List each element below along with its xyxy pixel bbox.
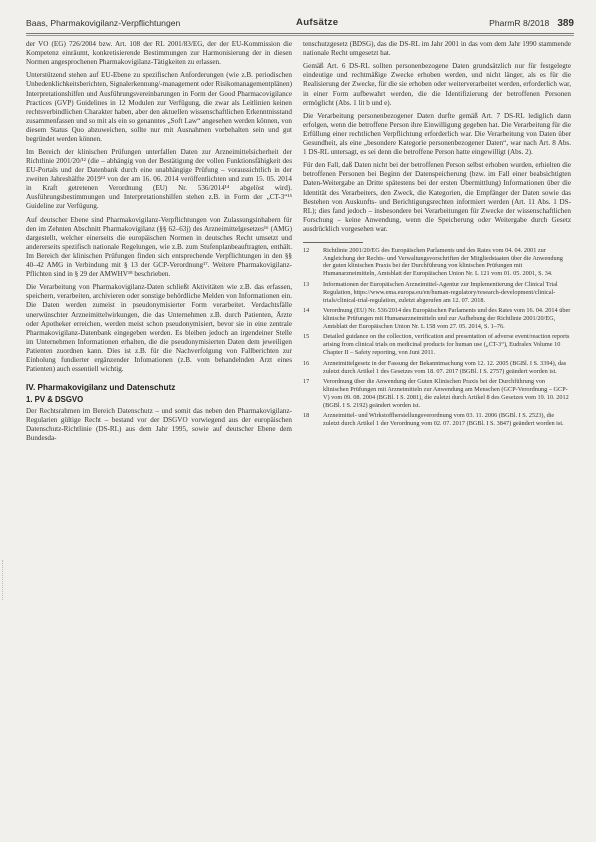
section-heading: IV. Pharmakovigilanz und Datenschutz: [26, 382, 176, 392]
footnote: [303, 378, 571, 410]
footnote-text: Arzneimittelgesetz in der Fassung der Bekanntmachung vom 12. 12. 2005 (BGBl. I S. 3394), das zuletzt durch Artikel 1 des Gesetzes vom 18. 07. 2017 (BGBl. I S. 2757) geändert worden ist.: [323, 359, 567, 375]
footnote-number: 18: [303, 412, 310, 420]
footnote: [303, 281, 571, 305]
header-author-title: Baas, Pharmakovigilanz-Verpflichtungen: [26, 18, 181, 28]
paragraph: Die Verarbeitung von Pharmakovigilanz-Daten schließt Aktivitäten wie z.B. das erfassen, speichern, verarbeiten, archivieren oder sonstige behördliche Melden von Informationen ein. Die Daten werden zumeist in pseudonymisierter Form verarbeitet. Verdachtsfälle unerwünschter Arzneimittelwirkungen, die das Unternehmen z.B. durch Patienten, Ärzte oder Apotheker erreichen, werden meist schon pseudonymisiert, bevor sie in eine zentrale Pharmakovigilanz-Datenbank eingegeben werden. Es bleiben jedoch an irgendeiner Stelle im Unternehmen Informationen erhalten, die die pseudonymisierten Daten dem jeweiligen Patienten zuordnen kann. Dies ist z.B. für die Nachverfolgung von Fallberichten zur Einholung fundierter ergänzender Infomationen (z.B. vom behandelnden Arzt eines Patienten) auch essentiell wichtig.: [26, 283, 292, 373]
footnote-number: 15: [303, 333, 310, 341]
subsection-heading: 1. PV & DSGVO: [26, 395, 84, 404]
footnote-number: 14: [303, 307, 310, 315]
paragraph: tenschutzgesetz (BDSG), das die DS-RL im Jahr 2001 in das vom dem Jahr 1990 stammende nationale Recht umgesetzt hat.: [303, 40, 571, 58]
footnote-number: 13: [303, 280, 310, 288]
right-column: [303, 40, 571, 431]
paragraph: Die Verarbeitung personenbezogener Daten durfte gemäß Art. 7 DS-RL lediglich dann erfolgen, wenn die betroffene Person ihre Einwilligung gegeben hat. Die Verarbeitung für die Erfüllung einer rechtlichen Verpflichtung erforderlich war. Die Verarbeitung von Daten über Gesundheit, als eine „besondere Kategorie personenbezogener Daten“, war nach Art. 8 Abs. 1 DS-RL untersagt, es sei denn die betroffene Person hatte eingewilligt (Abs. 2).: [303, 111, 571, 157]
footnote-text: Richtlinie 2001/20/EG des Europäischen Parlaments und des Rates vom 04. 04. 2001 zur Angleichung der Rechts- und Verwaltungsvorschriften der Mitgliedstaaten über die Anwendung der guten klinischen Praxis bei der Durchführung von klinischen Prüfungen mit Humanarzneimitteln, Amtsblatt der Europäischen Union Nr. L 121 vom 01. 05. 2001, S. 34.: [323, 246, 563, 278]
footnote: [303, 412, 571, 428]
header-rule-thin: [26, 35, 574, 36]
footnote: [303, 307, 571, 331]
paragraph: Gemäß Art. 6 DS-RL sollten personenbezogene Daten grundsätzlich nur für festgelegte eindeutige und rechtmäßige Zwecke erhoben werden, und nicht länger, als es für die Realisierung der Zwecke, für die sie erhoben oder weiterverarbeitet werden, erforderlich war, in einer Form aufbewahrt werden, die die Identifizierung der betroffenen Personen ermöglicht (Abs. 1 lit b und e).: [303, 62, 571, 107]
footnotes: [303, 247, 571, 429]
footnote-text: Informationen der Europäischen Arzneimittel-Agentur zur Implementierung der Clinical Trial Regulation, https://www.ema.europa.eu/en/human-regulatory/research-development/clinical-trials/clinical-trial-regulation, zuletzt abgerufen am 12. 07. 2018.: [323, 280, 558, 304]
footnote-separator: [303, 242, 363, 243]
footnote-text: Arzneimittel- und Wirkstoffherstellungsverordnung vom 03. 11. 2006 (BGBl. I S. 2523), die zuletzt durch Artikel 1 der Verordnung vom 02. 07. 2017 (BGBl. I S. 3847) geändert worden ist.: [323, 412, 564, 428]
journal-issue: PharmR 8/2018: [489, 18, 550, 28]
footnote-text: Detailed guidance on the collection, verification and presentation of adverse event/reaction reports arising from clinical trials on medicinal products for human use („CT-3“), Eudralex Volume 10 Chapter II – Safety reporting, von Juni 2011.: [323, 333, 570, 357]
margin-mark: [2, 560, 9, 600]
paragraph: der VO (EG) 726/2004 bzw. Art. 108 der RL 2001/83/EG, der der EU-Kommission die Kompetenz einräumt, konkretisierende Bestimmungen zur Harmonisierung der in diesen Normen angesprochenen Pharmakovigilanz-Tätigkeiten zu erlassen.: [26, 40, 292, 67]
page-number: 389: [557, 18, 574, 29]
footnote: [303, 333, 571, 357]
footnote-text: Verordnung über die Anwendung der Guten Klinischen Praxis bei der Durchführung von klinischen Prüfungen mit Arzneimitteln zur Anwendung am Menschen (GCP-Verordnung – GCP-V) vom 09. 08. 2004 (BGBl. I S. 2081), die zuletzt durch Artikel 8 des Gesetzes vom 19. 10. 2012 (BGBl. I S. 2192) geändert worden ist.: [323, 378, 569, 409]
header-journal: [489, 18, 574, 29]
footnote-text: Verordnung (EU) Nr. 536/2014 des Europäischen Parlaments und des Rates vom 16. 04. 2014 über klinische Prüfungen mit Humanarzneimitteln und zur Aufhebung der Richtlinie 2001/20/EG, Amtsblatt der Europäischen Union Nr. L 158 vom 27. 05. 2014, S. 1–76.: [323, 307, 571, 330]
footnote-number: 16: [303, 359, 310, 367]
header-section: Aufsätze: [296, 17, 339, 28]
paragraph: Auf deutscher Ebene sind Pharmakovigilanz-Verpflichtungen von Zulassungsinhabern für den im Zehnten Abschnitt Pharmakovigilanz (§§ 62–63j) des Arzneimittelgesetzes¹⁶ (AMG) dargestellt, welcher einerseits die europäischen Normen in deutsches Recht umsetzt und andererseits spezifisch nationale Regelungen, wie z.B. zum Stufenplanbeauftragten, enthält. Im Bereich der klinischen Prüfungen finden sich entsprechende Verpflichtungen in den §§ 40–42 AMG in Verbindung mit § 13 der GCP-Verordnung¹⁷. Weitere Pharmakovigilanz-Pflichten sind in § 29 der AMWHV¹⁸ beschrieben.: [26, 215, 292, 279]
paragraph: Unterstützend stehen auf EU-Ebene zu spezifischen Anforderungen (wie z.B. periodischen Unbedenklichkeitsberichten, Signalerkennung/-management oder Risikomanagementplänen) Interpretationshilfen und Ausführungsvereinbarungen in Form der Good Pharmacovigilance Practices (GVP) Guidelines in 12 Modulen zur Verfügung, die zwar als Leitlinien keinen rechtsverbindlichen Charakter haben, aber den aktuellen wissenschaftlichen Erkenntnisstand zusammenfassen und so mit als ein so genanntes „Soft Law“ angesehen werden können, von diesem Status Quo abzuweichen, sollte nur mit Ausnahmen vorbehalten sein und gut begründet werden können.: [26, 71, 292, 143]
footnote-number: 17: [303, 378, 310, 386]
paragraph: Für den Fall, daß Daten nicht bei der betroffenen Person selbst erhoben wurden, erhielten die betroffenen Personen bei Beginn der Datenspeicherung (bzw. im Fall einer beabsichtigten Daten-Weitergabe an Dritte spätestens bei der ersten Übermittlung) Informationen über die Identität des Verarbeiters, den Zweck, die Kategorien, die Empfänger der Daten sowie das Bestehen von Auskunfts- und Berichtigungsrechten informiert werden (Art. 11 Abs. 1 DS-RL); dies fand jedoch – insbesondere bei Verarbeitungen für Zwecke der wissenschaftlichen Forschung – keine Anwendung, wenn die Speicherung oder Weitergabe durch Gesetz ausdrücklich vorgesehen war.: [303, 161, 571, 233]
running-header: [26, 16, 574, 34]
paragraph: Im Bereich der klinischen Prüfungen unterfallen Daten zur Arzneimittelsicherheit der Richtlinie 2001/20/¹² (die – abhängig von der Bestätigung der vollen Funktionsfähigkeit des EU-Portals und der Datenbank durch eine unabhängige Prüfung – voraussichtlich in der zweiten Jahreshälfte 2019¹³ von der am 16. 06. 2014 veröffentlichten und zum 15. 05. 2014 in Kraft getretenen Verordnung (EU) Nr. 536/2014¹⁴ abgelöst wird). Ausführungsbestimmungen und Interpretationshilfen stehen z.B. in Form der „CT-3“¹⁵ Guideline zur Verfügung.: [26, 148, 292, 211]
footnote: [303, 247, 571, 279]
header-rule: [26, 33, 574, 34]
footnote-number: 12: [303, 246, 310, 254]
left-column: [26, 40, 292, 448]
footnote: [303, 360, 571, 376]
paragraph: Der Rechtsrahmen im Bereich Datenschutz – und somit das neben den Pharmakovigilanz-Regularien gültige Recht – bestand vor der DSGVO vorwiegend aus der europäischen Datenschutz-Richtlinie (DS-RL) aus dem Jahr 1995, sowie auf deutscher Ebene dem Bundesda-: [26, 407, 292, 443]
